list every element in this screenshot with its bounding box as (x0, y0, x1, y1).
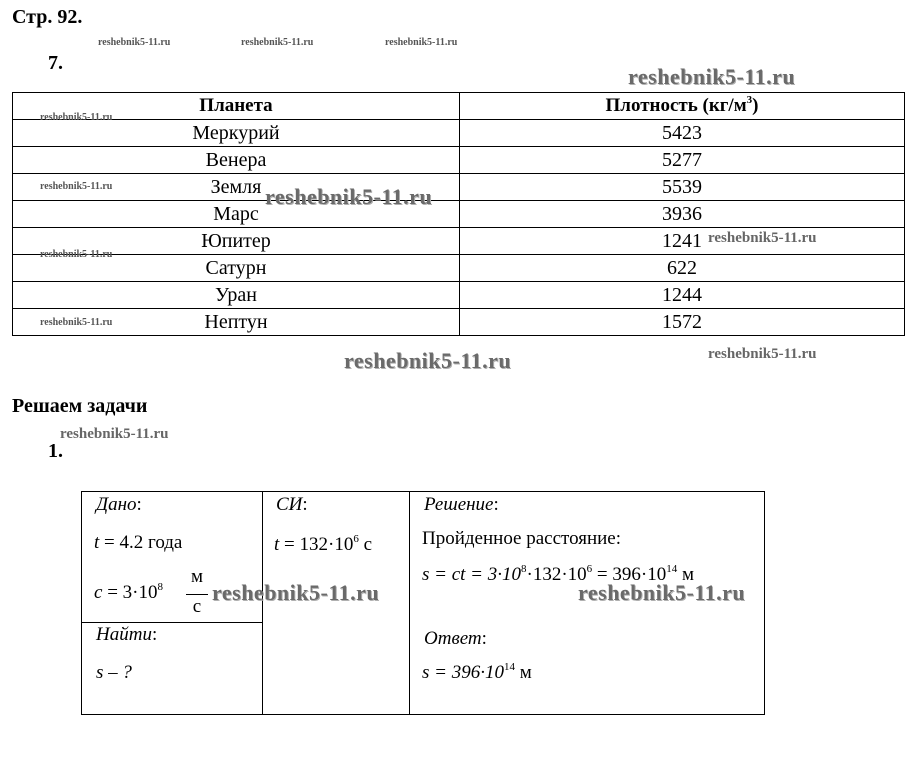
solution-exponent-b: 6 (586, 563, 593, 575)
planet-cell: Марс (13, 201, 460, 228)
section-title: Решаем задачи (12, 395, 148, 417)
given-c-var: c (94, 582, 103, 603)
given-find-divider (82, 622, 262, 623)
solution-heading (424, 494, 499, 516)
watermark: reshebnik5-11.ru (40, 317, 113, 328)
density-header-text: Плотность (кг/м (605, 95, 747, 116)
page-label: Стр. 92. (12, 6, 83, 28)
watermark: reshebnik5-11.ru (628, 64, 796, 89)
solution-formula-a: s = ct = 3·10 (422, 564, 521, 585)
density-cell: 3936 (460, 201, 905, 228)
planet-cell: Сатурн (13, 255, 460, 282)
given-t (94, 532, 182, 554)
answer-colon: : (481, 628, 487, 649)
solution-formula-c: = 396·10 (596, 564, 667, 585)
density-cell: 622 (460, 255, 905, 282)
given-c (94, 582, 163, 604)
answer-formula-text: s = 396·10 (422, 662, 504, 683)
density-cell: 1241 (460, 228, 905, 255)
task-1-number: 1. (48, 440, 63, 462)
density-header-close: ) (752, 95, 759, 116)
planet-cell: Меркурий (13, 120, 460, 147)
si-t-exponent: 6 (353, 533, 359, 545)
fraction-line (186, 594, 208, 595)
watermark: reshebnik5-11.ru (708, 230, 817, 246)
watermark: reshebnik5-11.ru (708, 346, 817, 362)
given-label: Дано (96, 494, 137, 515)
table-row (13, 147, 905, 174)
given-c-unit-denominator: с (192, 596, 202, 617)
planet-cell: Земля (13, 174, 460, 201)
answer-formula (422, 662, 532, 684)
si-t (274, 534, 372, 556)
given-colon: : (136, 494, 142, 515)
find-colon: : (151, 624, 158, 645)
si-t-var: t (274, 534, 280, 555)
watermark: reshebnik5-11.ru (40, 249, 113, 260)
watermark: reshebnik5-11.ru (212, 580, 380, 605)
table-row (13, 120, 905, 147)
planet-cell: Уран (13, 282, 460, 309)
watermark: reshebnik5-11.ru (344, 348, 512, 373)
density-cell: 5423 (460, 120, 905, 147)
watermark: reshebnik5-11.ru (385, 37, 458, 48)
given-t-value: = 4.2 года (104, 532, 183, 553)
watermark: reshebnik5-11.ru (98, 37, 171, 48)
given-c-exponent: 8 (157, 581, 163, 593)
density-column-header (460, 93, 905, 120)
table-row (13, 201, 905, 228)
density-cell: 5277 (460, 147, 905, 174)
si-t-unit: с (363, 534, 373, 555)
answer-unit: м (519, 662, 532, 683)
table-header-row (13, 93, 905, 120)
table-row (13, 282, 905, 309)
density-cell: 1244 (460, 282, 905, 309)
solution-formula-b: ·132·10 (526, 564, 587, 585)
density-cell: 1572 (460, 309, 905, 336)
solution-exponent-c: 14 (666, 563, 678, 575)
planet-density-table (12, 92, 905, 336)
answer-exponent: 14 (503, 661, 515, 673)
find-heading (96, 624, 157, 646)
si-colon: : (302, 494, 308, 515)
solution-label: Решение (424, 494, 494, 515)
column-divider (409, 492, 410, 714)
solution-unit: м (681, 564, 694, 585)
given-t-var: t (94, 532, 100, 553)
answer-heading (424, 628, 487, 650)
watermark: reshebnik5-11.ru (60, 426, 169, 442)
solution-text: Пройденное расстояние: (422, 528, 622, 549)
watermark: reshebnik5-11.ru (241, 37, 314, 48)
planet-column-header: Планета (13, 93, 460, 120)
si-t-value: = 132·10 (284, 534, 354, 555)
given-heading (96, 494, 142, 516)
watermark: reshebnik5-11.ru (40, 181, 113, 192)
watermark: reshebnik5-11.ru (578, 580, 746, 605)
answer-label: Ответ (424, 628, 482, 649)
density-cell: 5539 (460, 174, 905, 201)
table-row (13, 309, 905, 336)
planet-cell: Нептун (13, 309, 460, 336)
solution-exponent-a: 8 (521, 563, 527, 575)
si-heading (276, 494, 308, 516)
find-label: Найти (96, 624, 152, 645)
planet-cell: Юпитер (13, 228, 460, 255)
watermark: reshebnik5-11.ru (265, 184, 433, 209)
solution-colon: : (493, 494, 499, 515)
density-header-exponent: 3 (746, 94, 753, 106)
table-row (13, 255, 905, 282)
table-row (13, 174, 905, 201)
planet-cell: Венера (13, 147, 460, 174)
si-label: СИ (276, 494, 303, 515)
watermark: reshebnik5-11.ru (40, 112, 113, 123)
find-expression: s – ? (96, 662, 132, 683)
task-7-number: 7. (48, 52, 63, 74)
given-c-unit-numerator: м (190, 566, 204, 587)
given-c-value: = 3·10 (107, 582, 158, 603)
